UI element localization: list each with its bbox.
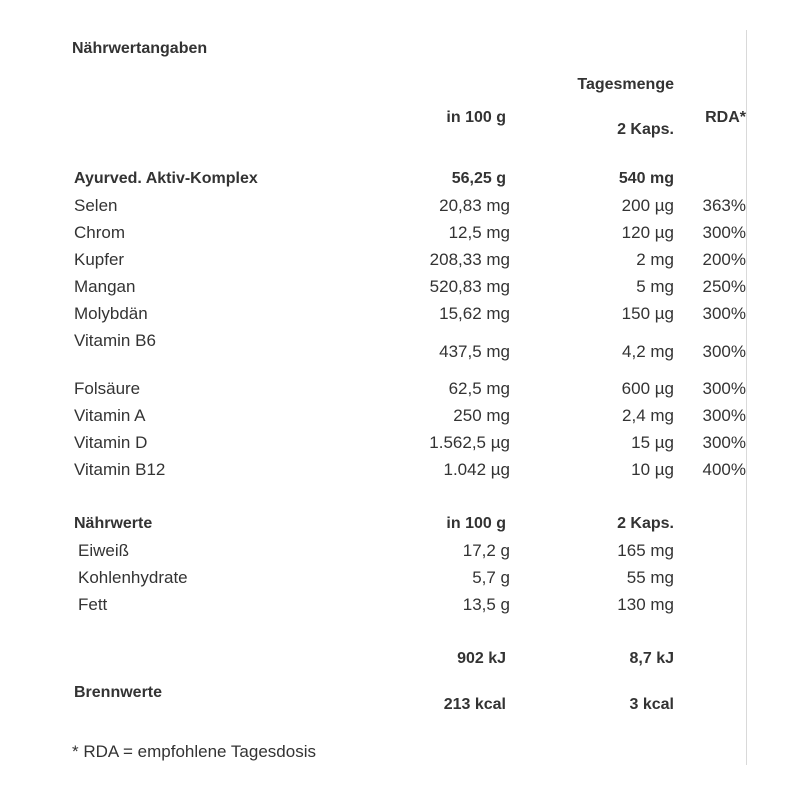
nutrient-per-kaps: 5 mg bbox=[636, 277, 674, 296]
nutrient-rda: 300% bbox=[702, 433, 746, 452]
nutrient-rda: 300% bbox=[702, 304, 746, 323]
complex-name: Ayurved. Aktiv-Komplex bbox=[74, 170, 258, 187]
nutrient-name: Molybdän bbox=[74, 304, 148, 323]
nutrient-per-kaps: 15 µg bbox=[631, 433, 674, 452]
rda-footnote: * RDA = empfohlene Tagesdosis bbox=[72, 742, 316, 761]
nutrient-name: Vitamin B12 bbox=[74, 460, 166, 479]
naehrwert-per-100g: 13,5 g bbox=[462, 595, 510, 614]
nutrient-per-kaps: 2 mg bbox=[636, 250, 674, 269]
nutrient-rda: 200% bbox=[702, 250, 746, 269]
nutrient-name: Vitamin B6 bbox=[74, 331, 156, 350]
nutrient-per-kaps: 600 µg bbox=[621, 379, 674, 398]
column-divider bbox=[746, 30, 747, 765]
nutrient-per-100g: 12,5 mg bbox=[448, 223, 510, 242]
brennwerte-label: Brennwerte bbox=[74, 684, 163, 701]
brennwert-kcal-per-kaps: 3 kcal bbox=[629, 696, 674, 713]
nutrient-rda: 300% bbox=[702, 406, 746, 425]
naehrwerte-header-per-100g: in 100 g bbox=[446, 515, 506, 532]
nutrient-per-100g: 1.562,5 µg bbox=[429, 433, 510, 452]
nutrient-per-kaps: 2,4 mg bbox=[622, 406, 674, 425]
header-per-kaps: 2 Kaps. bbox=[617, 121, 674, 138]
nutrient-per-kaps: 10 µg bbox=[631, 460, 674, 479]
nutrient-rda: 363% bbox=[702, 196, 746, 215]
header-rda: RDA* bbox=[705, 109, 746, 126]
naehrwerte-header-per-kaps: 2 Kaps. bbox=[617, 515, 674, 532]
naehrwert-per-100g: 5,7 g bbox=[472, 568, 510, 587]
naehrwert-per-kaps: 165 mg bbox=[617, 541, 674, 560]
nutrient-name: Chrom bbox=[74, 223, 126, 242]
brennwert-kj-per-100g: 902 kJ bbox=[457, 650, 506, 667]
nutrient-rda: 300% bbox=[702, 379, 746, 398]
complex-per-kaps: 540 mg bbox=[618, 170, 674, 187]
brennwert-kcal-per-100g: 213 kcal bbox=[443, 696, 506, 713]
nutrient-rda: 250% bbox=[702, 277, 746, 296]
nutrient-per-kaps: 200 µg bbox=[621, 196, 674, 215]
brennwert-kj-per-kaps: 8,7 kJ bbox=[629, 650, 674, 667]
nutrient-per-100g: 20,83 mg bbox=[439, 196, 510, 215]
nutrient-name: Folsäure bbox=[74, 379, 141, 398]
naehrwert-per-kaps: 130 mg bbox=[617, 595, 674, 614]
nutrient-name: Selen bbox=[74, 196, 118, 215]
nutrient-per-100g: 208,33 mg bbox=[429, 250, 510, 269]
nutrient-name: Vitamin D bbox=[74, 433, 148, 452]
complex-per-100g: 56,25 g bbox=[451, 170, 506, 187]
nutrient-per-100g: 437,5 mg bbox=[439, 342, 510, 361]
nutrient-rda: 400% bbox=[702, 460, 746, 479]
nutrient-per-kaps: 4,2 mg bbox=[622, 342, 674, 361]
nutrient-per-100g: 62,5 mg bbox=[448, 379, 510, 398]
naehrwert-name: Eiweiß bbox=[78, 541, 130, 560]
nutrient-per-100g: 15,62 mg bbox=[439, 304, 510, 323]
header-tagesmenge: Tagesmenge bbox=[577, 76, 674, 93]
naehrwert-per-kaps: 55 mg bbox=[626, 568, 674, 587]
nutrient-name: Mangan bbox=[74, 277, 136, 296]
nutrient-rda: 300% bbox=[702, 342, 746, 361]
nutrient-per-100g: 250 mg bbox=[453, 406, 510, 425]
page-title: Nährwertangaben bbox=[72, 40, 208, 57]
nutrient-per-kaps: 120 µg bbox=[621, 223, 674, 242]
naehrwerte-label: Nährwerte bbox=[74, 515, 153, 532]
naehrwert-name: Fett bbox=[78, 595, 108, 614]
nutrient-per-100g: 520,83 mg bbox=[429, 277, 510, 296]
nutrient-per-100g: 1.042 µg bbox=[443, 460, 510, 479]
header-per-100g: in 100 g bbox=[446, 109, 506, 126]
nutrient-name: Vitamin A bbox=[74, 406, 146, 425]
naehrwert-name: Kohlenhydrate bbox=[78, 568, 188, 587]
nutrient-per-kaps: 150 µg bbox=[621, 304, 674, 323]
nutrient-name: Kupfer bbox=[74, 250, 125, 269]
nutrient-rda: 300% bbox=[702, 223, 746, 242]
naehrwert-per-100g: 17,2 g bbox=[462, 541, 510, 560]
